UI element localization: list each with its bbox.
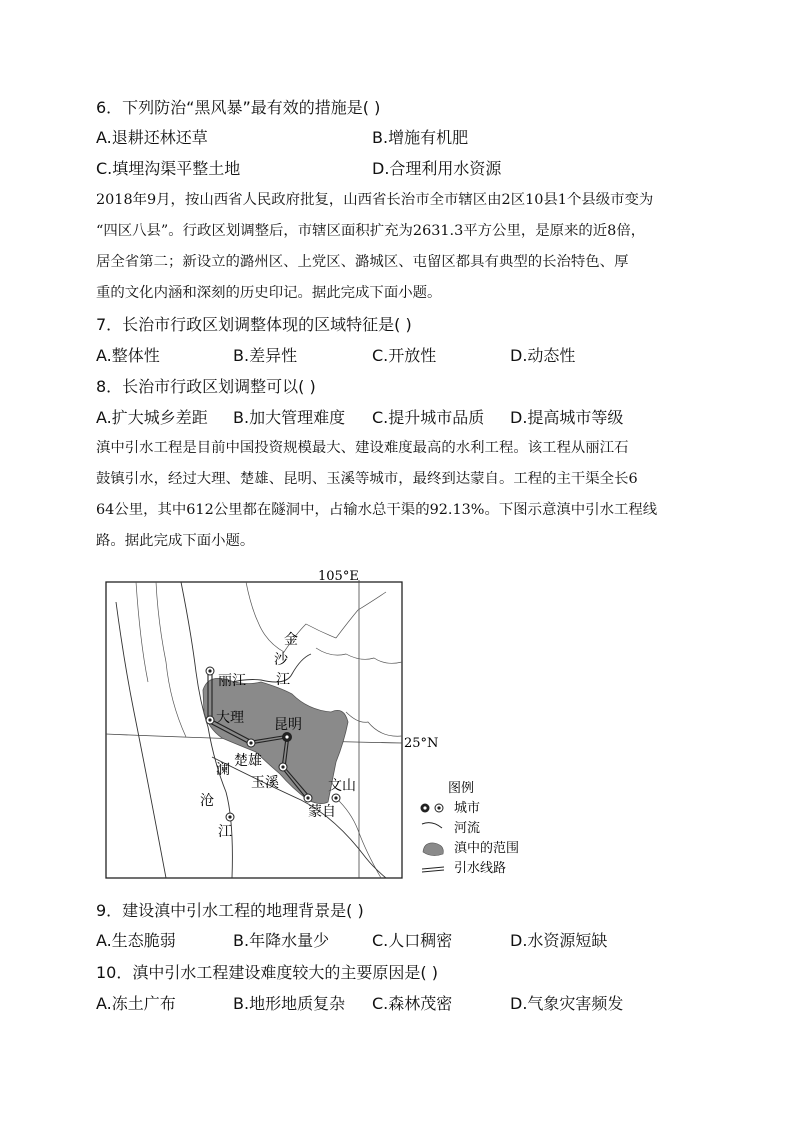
city-mengzi	[304, 794, 312, 802]
q6-option-a: A.退耕还林还草	[96, 128, 208, 147]
passage-line: 滇中引水工程是目前中国投资规模最大、建设难度最高的水利工程。该工程从丽江石	[96, 440, 629, 456]
passage-line: 64公里，其中612公里都在隧洞中，占输水总干渠的92.13%。下图示意滇中引水工程线	[96, 502, 658, 518]
legend-region-icon	[423, 843, 443, 856]
lat-label: 25°N	[404, 736, 439, 751]
passage-line: 路。据此完成下面小题。	[96, 533, 255, 549]
city-dali	[206, 716, 214, 724]
question-7-stem: 7．长治市行政区划调整体现的区域特征是( )	[96, 315, 412, 334]
dianzhong-water-diversion-map	[96, 562, 556, 884]
passage-line: 2018年9月，按山西省人民政府批复，山西省长治市全市辖区由2区10县1个县级市变为	[96, 192, 654, 208]
passage-line: 居全省第二；新设立的潞州区、上党区、潞城区、屯留区都具有典型的长治特色、厚	[96, 254, 629, 270]
q8-option-b: B.加大管理难度	[233, 408, 346, 427]
label-lancang-1: 澜	[216, 762, 230, 778]
q9-option-a: A.生态脆弱	[96, 931, 176, 950]
q9-option-b: B.年降水量少	[233, 931, 330, 950]
label-jinsha-2: 沙	[274, 652, 288, 668]
question-9-stem: 9．建设滇中引水工程的地理背景是( )	[96, 901, 364, 920]
legend-region: 滇中的范围	[454, 841, 520, 856]
city-lijiang	[206, 667, 214, 675]
city-wenshan	[332, 794, 340, 802]
q10-option-d: D.气象灾害频发	[510, 994, 624, 1013]
q8-option-c: C.提升城市品质	[372, 408, 485, 427]
city-chuxiong	[247, 739, 255, 747]
legend-route-icon	[422, 867, 444, 872]
passage-dianzhong	[96, 433, 696, 557]
city-yuxi	[279, 763, 287, 771]
passage-line: 鼓镇引水，经过大理、楚雄、昆明、玉溪等城市，最终到达蒙自。工程的主干渠全长6	[96, 471, 638, 487]
legend-city: 城市	[454, 801, 481, 816]
legend-river: 河流	[454, 821, 481, 836]
passage-line: 重的文化内涵和深刻的历史印记。据此完成下面小题。	[96, 285, 442, 301]
label-jinsha-1: 金	[284, 632, 298, 648]
legend-route: 引水线路	[454, 861, 507, 876]
q7-option-a: A.整体性	[96, 346, 160, 365]
lon-label: 105°E	[318, 569, 359, 584]
label-lancang-2: 沧	[200, 793, 214, 809]
legend-river-icon	[422, 823, 442, 828]
q9-option-d: D.水资源短缺	[510, 931, 608, 950]
label-jinsha-3: 江	[276, 672, 290, 688]
city-unnamed	[226, 813, 234, 821]
q6-option-c: C.填埋沟渠平整土地	[96, 159, 241, 178]
q7-option-c: C.开放性	[372, 346, 437, 365]
q8-option-d: D.提高城市等级	[510, 408, 624, 427]
q6-option-d: D.合理利用水资源	[372, 159, 502, 178]
q9-option-c: C.人口稠密	[372, 931, 453, 950]
q10-option-b: B.地形地质复杂	[233, 994, 346, 1013]
q7-option-b: B.差异性	[233, 346, 298, 365]
label-kunming: 昆明	[274, 717, 302, 733]
question-8-stem: 8．长治市行政区划调整可以( )	[96, 377, 316, 396]
passage-changzhi	[96, 185, 696, 309]
label-yuxi: 玉溪	[251, 775, 279, 791]
q10-option-c: C.森林茂密	[372, 994, 453, 1013]
legend-title: 图例	[448, 781, 475, 796]
label-lancang-3: 江	[218, 824, 232, 840]
q8-option-a: A.扩大城乡差距	[96, 408, 208, 427]
city-kunming	[283, 733, 292, 742]
q10-option-a: A.冻土广布	[96, 994, 176, 1013]
label-lijiang: 丽江	[218, 673, 246, 689]
q7-option-d: D.动态性	[510, 346, 576, 365]
label-chuxiong: 楚雄	[234, 753, 262, 769]
passage-line: “四区八县”。行政区划调整后，市辖区面积扩充为2631.3平方公里，是原来的近8倍，	[96, 223, 646, 239]
label-dali: 大理	[216, 710, 244, 726]
label-mengzi: 蒙自	[308, 804, 336, 820]
legend-city-icon	[421, 804, 444, 813]
label-wenshan: 文山	[328, 778, 356, 794]
question-10-stem: 10．滇中引水工程建设难度较大的主要原因是( )	[96, 963, 438, 982]
map-legend	[421, 781, 520, 876]
question-6-stem: 6．下列防治“黑风暴”最有效的措施是( )	[96, 98, 381, 117]
q6-option-b: B.增施有机肥	[372, 128, 469, 147]
